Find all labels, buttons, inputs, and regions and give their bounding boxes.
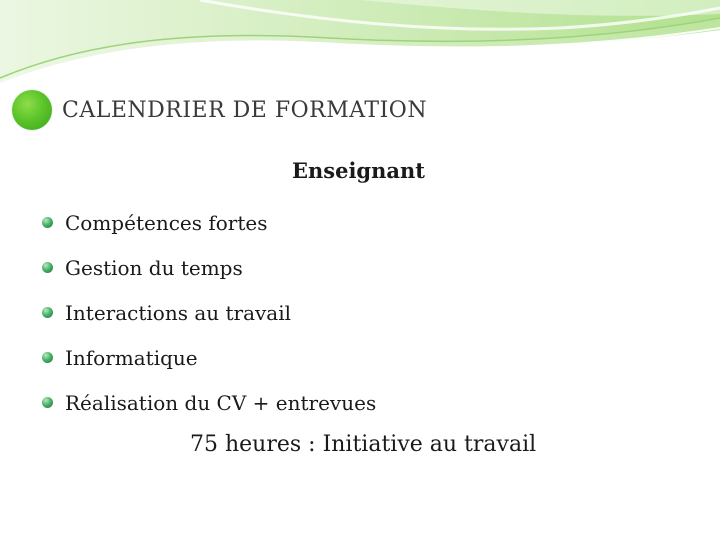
list-item xyxy=(42,200,376,245)
bullet-label: Informatique xyxy=(65,345,198,370)
bullet-label: Compétences fortes xyxy=(65,210,268,235)
footer-hours-text: 75 heures : Initiative au travail xyxy=(190,432,537,457)
bullet-label: Interactions au travail xyxy=(65,300,292,325)
green-sphere-bullet-icon xyxy=(42,262,53,273)
green-sphere-bullet-icon xyxy=(42,217,53,228)
bullet-label: Gestion du temps xyxy=(65,255,243,280)
green-sphere-bullet-icon xyxy=(42,397,53,408)
bullet-list xyxy=(42,200,376,425)
list-item xyxy=(42,380,376,425)
green-sphere-bullet-icon xyxy=(42,307,53,318)
header-swoosh-decoration xyxy=(0,0,720,90)
list-item xyxy=(42,245,376,290)
list-item xyxy=(42,335,376,380)
title-row xyxy=(12,86,427,134)
slide-subtitle: Enseignant xyxy=(292,158,425,183)
list-item xyxy=(42,290,376,335)
bullet-label: Réalisation du CV + entrevues xyxy=(65,390,377,415)
green-circle-icon xyxy=(12,90,52,130)
slide-title: CALENDRIER DE FORMATION xyxy=(62,97,428,123)
green-sphere-bullet-icon xyxy=(42,352,53,363)
